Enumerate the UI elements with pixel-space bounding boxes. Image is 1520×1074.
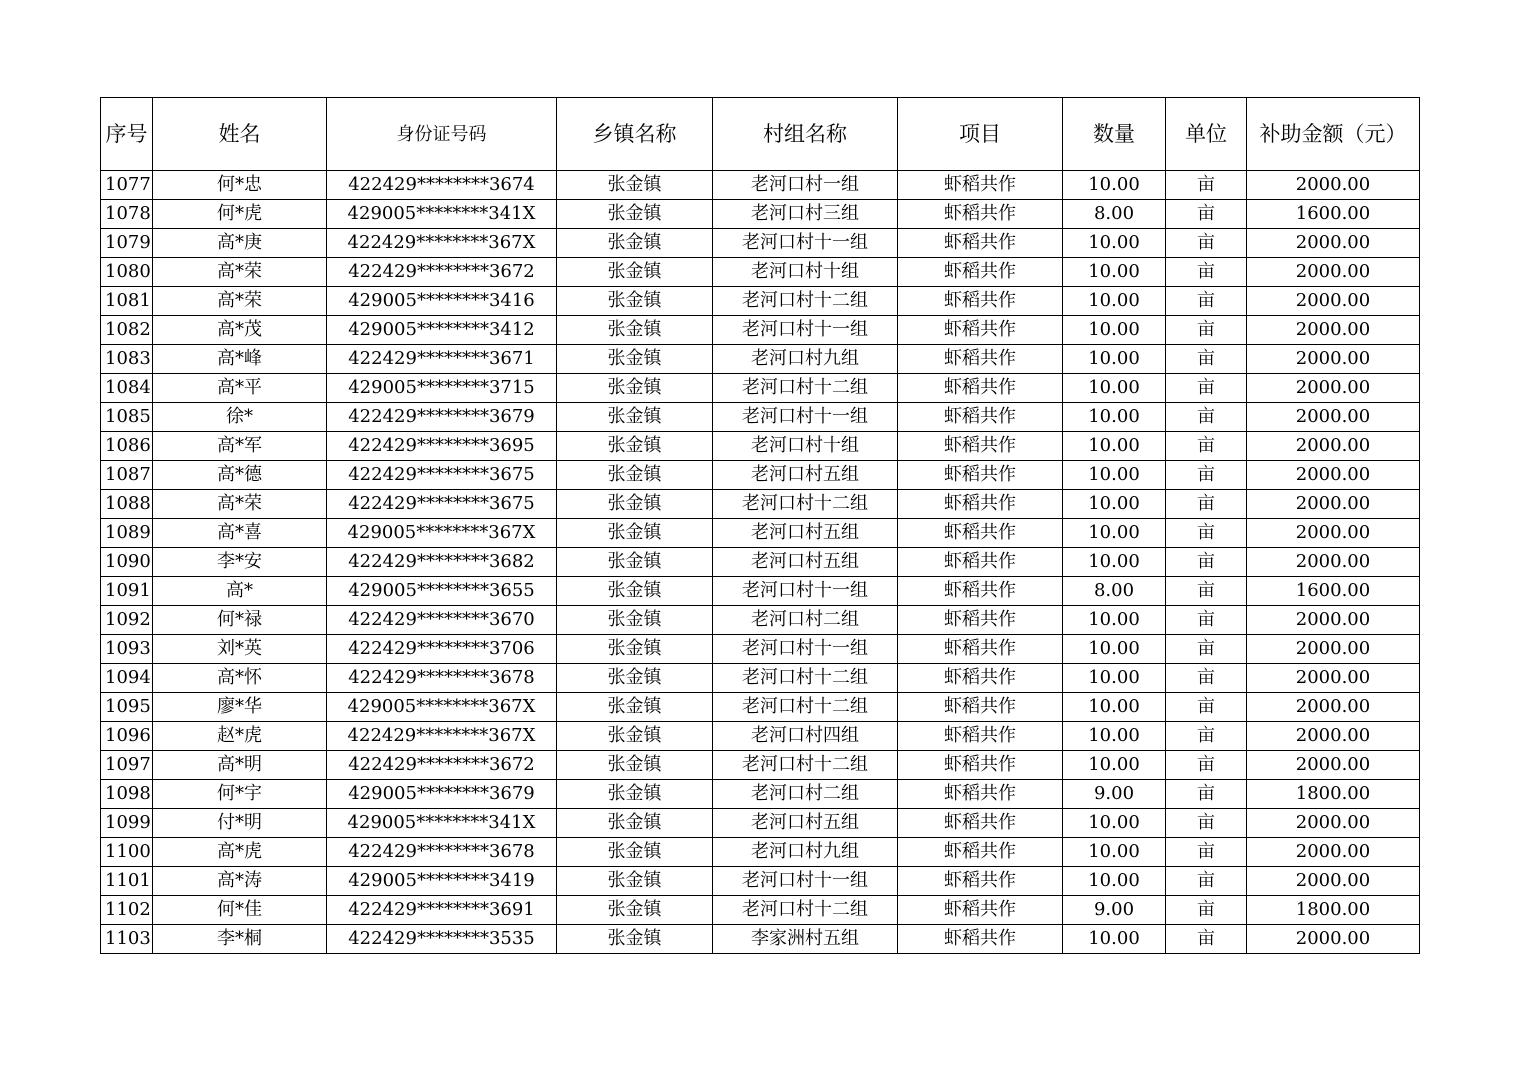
cell-id-number: 422429********3682 [327, 548, 557, 577]
cell-seq: 1101 [101, 867, 153, 896]
cell-name: 赵*虎 [153, 722, 327, 751]
cell-name: 高*虎 [153, 838, 327, 867]
cell-id-number: 422429********367X [327, 229, 557, 258]
cell-town: 张金镇 [557, 200, 713, 229]
cell-village: 老河口村十一组 [713, 316, 898, 345]
cell-seq: 1096 [101, 722, 153, 751]
table-row [101, 345, 1420, 374]
cell-village: 老河口村十二组 [713, 287, 898, 316]
cell-amount: 2000.00 [1247, 432, 1420, 461]
cell-seq: 1080 [101, 258, 153, 287]
cell-amount: 1800.00 [1247, 780, 1420, 809]
cell-project: 虾稻共作 [898, 432, 1063, 461]
cell-name: 何*禄 [153, 606, 327, 635]
cell-project: 虾稻共作 [898, 838, 1063, 867]
cell-name: 高*怀 [153, 664, 327, 693]
cell-project: 虾稻共作 [898, 374, 1063, 403]
cell-seq: 1091 [101, 577, 153, 606]
cell-amount: 2000.00 [1247, 403, 1420, 432]
cell-quantity: 10.00 [1063, 316, 1166, 345]
cell-id-number: 422429********3672 [327, 258, 557, 287]
cell-unit: 亩 [1166, 809, 1247, 838]
cell-unit: 亩 [1166, 519, 1247, 548]
cell-unit: 亩 [1166, 722, 1247, 751]
cell-village: 老河口村一组 [713, 171, 898, 200]
cell-seq: 1092 [101, 606, 153, 635]
cell-project: 虾稻共作 [898, 925, 1063, 954]
cell-id-number: 422429********3675 [327, 490, 557, 519]
table-row [101, 780, 1420, 809]
cell-id-number: 429005********3416 [327, 287, 557, 316]
header-qty: 数量 [1063, 98, 1166, 171]
cell-quantity: 10.00 [1063, 229, 1166, 258]
cell-name: 高*茂 [153, 316, 327, 345]
cell-id-number: 422429********3691 [327, 896, 557, 925]
cell-quantity: 10.00 [1063, 838, 1166, 867]
table-row [101, 374, 1420, 403]
table-row [101, 258, 1420, 287]
cell-seq: 1097 [101, 751, 153, 780]
cell-name: 何*虎 [153, 200, 327, 229]
cell-amount: 2000.00 [1247, 751, 1420, 780]
cell-quantity: 10.00 [1063, 751, 1166, 780]
table-row [101, 577, 1420, 606]
cell-name: 高*荣 [153, 258, 327, 287]
cell-name: 李*桐 [153, 925, 327, 954]
cell-amount: 2000.00 [1247, 548, 1420, 577]
cell-amount: 2000.00 [1247, 722, 1420, 751]
cell-name: 高*庚 [153, 229, 327, 258]
cell-id-number: 429005********3715 [327, 374, 557, 403]
cell-seq: 1078 [101, 200, 153, 229]
cell-name: 高*德 [153, 461, 327, 490]
cell-id-number: 429005********367X [327, 519, 557, 548]
cell-town: 张金镇 [557, 171, 713, 200]
cell-quantity: 10.00 [1063, 287, 1166, 316]
cell-quantity: 10.00 [1063, 809, 1166, 838]
cell-village: 老河口村十组 [713, 258, 898, 287]
cell-seq: 1088 [101, 490, 153, 519]
cell-project: 虾稻共作 [898, 635, 1063, 664]
cell-amount: 2000.00 [1247, 693, 1420, 722]
cell-town: 张金镇 [557, 693, 713, 722]
cell-seq: 1094 [101, 664, 153, 693]
cell-quantity: 8.00 [1063, 577, 1166, 606]
cell-id-number: 422429********3706 [327, 635, 557, 664]
cell-seq: 1087 [101, 461, 153, 490]
cell-unit: 亩 [1166, 751, 1247, 780]
cell-town: 张金镇 [557, 229, 713, 258]
cell-name: 高*平 [153, 374, 327, 403]
table-row [101, 925, 1420, 954]
cell-town: 张金镇 [557, 809, 713, 838]
cell-amount: 2000.00 [1247, 635, 1420, 664]
cell-project: 虾稻共作 [898, 606, 1063, 635]
table-row [101, 316, 1420, 345]
cell-unit: 亩 [1166, 606, 1247, 635]
cell-village: 老河口村十二组 [713, 664, 898, 693]
cell-quantity: 10.00 [1063, 867, 1166, 896]
cell-unit: 亩 [1166, 432, 1247, 461]
cell-quantity: 10.00 [1063, 693, 1166, 722]
cell-amount: 2000.00 [1247, 519, 1420, 548]
cell-unit: 亩 [1166, 925, 1247, 954]
cell-village: 老河口村十二组 [713, 896, 898, 925]
table-row [101, 461, 1420, 490]
cell-town: 张金镇 [557, 722, 713, 751]
cell-name: 李*安 [153, 548, 327, 577]
table-row [101, 490, 1420, 519]
table-row [101, 896, 1420, 925]
cell-seq: 1099 [101, 809, 153, 838]
cell-amount: 2000.00 [1247, 287, 1420, 316]
cell-seq: 1081 [101, 287, 153, 316]
cell-quantity: 10.00 [1063, 432, 1166, 461]
cell-unit: 亩 [1166, 577, 1247, 606]
header-seq: 序号 [101, 98, 153, 171]
cell-seq: 1077 [101, 171, 153, 200]
cell-village: 老河口村四组 [713, 722, 898, 751]
cell-amount: 2000.00 [1247, 925, 1420, 954]
cell-village: 老河口村十组 [713, 432, 898, 461]
cell-town: 张金镇 [557, 258, 713, 287]
cell-project: 虾稻共作 [898, 809, 1063, 838]
cell-project: 虾稻共作 [898, 867, 1063, 896]
table-row [101, 751, 1420, 780]
cell-amount: 1800.00 [1247, 896, 1420, 925]
cell-amount: 1600.00 [1247, 200, 1420, 229]
cell-seq: 1083 [101, 345, 153, 374]
cell-id-number: 422429********3675 [327, 461, 557, 490]
cell-quantity: 10.00 [1063, 258, 1166, 287]
cell-id-number: 429005********341X [327, 200, 557, 229]
cell-id-number: 422429********3672 [327, 751, 557, 780]
cell-amount: 2000.00 [1247, 374, 1420, 403]
cell-unit: 亩 [1166, 229, 1247, 258]
cell-quantity: 9.00 [1063, 896, 1166, 925]
cell-id-number: 429005********341X [327, 809, 557, 838]
cell-id-number: 429005********3419 [327, 867, 557, 896]
cell-project: 虾稻共作 [898, 316, 1063, 345]
cell-village: 老河口村十二组 [713, 751, 898, 780]
cell-village: 李家洲村五组 [713, 925, 898, 954]
cell-seq: 1098 [101, 780, 153, 809]
cell-project: 虾稻共作 [898, 200, 1063, 229]
cell-unit: 亩 [1166, 693, 1247, 722]
cell-amount: 2000.00 [1247, 838, 1420, 867]
cell-town: 张金镇 [557, 751, 713, 780]
cell-village: 老河口村十一组 [713, 867, 898, 896]
cell-town: 张金镇 [557, 664, 713, 693]
cell-seq: 1093 [101, 635, 153, 664]
cell-unit: 亩 [1166, 374, 1247, 403]
cell-town: 张金镇 [557, 548, 713, 577]
table-row [101, 432, 1420, 461]
cell-quantity: 10.00 [1063, 548, 1166, 577]
cell-seq: 1102 [101, 896, 153, 925]
cell-name: 廖*华 [153, 693, 327, 722]
cell-project: 虾稻共作 [898, 490, 1063, 519]
cell-unit: 亩 [1166, 635, 1247, 664]
cell-project: 虾稻共作 [898, 577, 1063, 606]
cell-village: 老河口村十二组 [713, 693, 898, 722]
cell-village: 老河口村十一组 [713, 403, 898, 432]
cell-id-number: 422429********3535 [327, 925, 557, 954]
cell-unit: 亩 [1166, 548, 1247, 577]
cell-village: 老河口村二组 [713, 606, 898, 635]
cell-town: 张金镇 [557, 780, 713, 809]
cell-unit: 亩 [1166, 316, 1247, 345]
cell-town: 张金镇 [557, 606, 713, 635]
cell-id-number: 429005********367X [327, 693, 557, 722]
cell-amount: 2000.00 [1247, 809, 1420, 838]
cell-quantity: 10.00 [1063, 490, 1166, 519]
cell-unit: 亩 [1166, 403, 1247, 432]
cell-village: 老河口村九组 [713, 838, 898, 867]
cell-amount: 2000.00 [1247, 316, 1420, 345]
cell-village: 老河口村十一组 [713, 635, 898, 664]
cell-amount: 2000.00 [1247, 490, 1420, 519]
cell-name: 高*喜 [153, 519, 327, 548]
table-row [101, 229, 1420, 258]
cell-id-number: 422429********367X [327, 722, 557, 751]
cell-seq: 1082 [101, 316, 153, 345]
cell-village: 老河口村十一组 [713, 229, 898, 258]
cell-amount: 2000.00 [1247, 606, 1420, 635]
cell-project: 虾稻共作 [898, 896, 1063, 925]
cell-quantity: 10.00 [1063, 722, 1166, 751]
cell-name: 高*涛 [153, 867, 327, 896]
cell-quantity: 10.00 [1063, 664, 1166, 693]
cell-seq: 1085 [101, 403, 153, 432]
cell-village: 老河口村五组 [713, 548, 898, 577]
cell-seq: 1100 [101, 838, 153, 867]
cell-name: 高*军 [153, 432, 327, 461]
cell-project: 虾稻共作 [898, 751, 1063, 780]
subsidy-table [100, 97, 1420, 954]
cell-name: 徐* [153, 403, 327, 432]
table-row [101, 693, 1420, 722]
cell-project: 虾稻共作 [898, 664, 1063, 693]
cell-town: 张金镇 [557, 838, 713, 867]
cell-village: 老河口村二组 [713, 780, 898, 809]
cell-amount: 2000.00 [1247, 229, 1420, 258]
cell-quantity: 10.00 [1063, 345, 1166, 374]
cell-unit: 亩 [1166, 490, 1247, 519]
cell-project: 虾稻共作 [898, 693, 1063, 722]
table-row [101, 287, 1420, 316]
cell-id-number: 422429********3679 [327, 403, 557, 432]
cell-project: 虾稻共作 [898, 403, 1063, 432]
table-body [101, 171, 1420, 954]
cell-name: 高*荣 [153, 287, 327, 316]
table-header [101, 98, 1420, 171]
cell-quantity: 10.00 [1063, 461, 1166, 490]
cell-unit: 亩 [1166, 345, 1247, 374]
cell-quantity: 10.00 [1063, 925, 1166, 954]
table-row [101, 635, 1420, 664]
cell-project: 虾稻共作 [898, 548, 1063, 577]
cell-town: 张金镇 [557, 490, 713, 519]
cell-town: 张金镇 [557, 519, 713, 548]
cell-quantity: 10.00 [1063, 403, 1166, 432]
header-amount: 补助金额（元） [1247, 98, 1420, 171]
header-id: 身份证号码 [327, 98, 557, 171]
cell-town: 张金镇 [557, 287, 713, 316]
cell-name: 刘*英 [153, 635, 327, 664]
cell-village: 老河口村五组 [713, 809, 898, 838]
cell-project: 虾稻共作 [898, 171, 1063, 200]
cell-unit: 亩 [1166, 287, 1247, 316]
cell-id-number: 429005********3679 [327, 780, 557, 809]
cell-name: 高* [153, 577, 327, 606]
cell-village: 老河口村三组 [713, 200, 898, 229]
table-row [101, 809, 1420, 838]
cell-id-number: 422429********3678 [327, 838, 557, 867]
cell-seq: 1090 [101, 548, 153, 577]
cell-id-number: 422429********3674 [327, 171, 557, 200]
cell-quantity: 10.00 [1063, 635, 1166, 664]
cell-name: 何*宇 [153, 780, 327, 809]
cell-project: 虾稻共作 [898, 287, 1063, 316]
cell-town: 张金镇 [557, 374, 713, 403]
cell-id-number: 429005********3412 [327, 316, 557, 345]
cell-town: 张金镇 [557, 896, 713, 925]
cell-project: 虾稻共作 [898, 461, 1063, 490]
cell-unit: 亩 [1166, 780, 1247, 809]
cell-unit: 亩 [1166, 838, 1247, 867]
cell-project: 虾稻共作 [898, 722, 1063, 751]
table-row [101, 171, 1420, 200]
cell-quantity: 8.00 [1063, 200, 1166, 229]
cell-village: 老河口村十二组 [713, 490, 898, 519]
cell-village: 老河口村五组 [713, 519, 898, 548]
cell-seq: 1095 [101, 693, 153, 722]
cell-village: 老河口村九组 [713, 345, 898, 374]
cell-seq: 1089 [101, 519, 153, 548]
cell-seq: 1084 [101, 374, 153, 403]
cell-town: 张金镇 [557, 345, 713, 374]
cell-unit: 亩 [1166, 896, 1247, 925]
cell-amount: 2000.00 [1247, 171, 1420, 200]
cell-project: 虾稻共作 [898, 258, 1063, 287]
cell-unit: 亩 [1166, 867, 1247, 896]
header-town: 乡镇名称 [557, 98, 713, 171]
table-row [101, 664, 1420, 693]
cell-amount: 1600.00 [1247, 577, 1420, 606]
cell-project: 虾稻共作 [898, 345, 1063, 374]
cell-id-number: 422429********3670 [327, 606, 557, 635]
cell-town: 张金镇 [557, 316, 713, 345]
cell-town: 张金镇 [557, 432, 713, 461]
cell-town: 张金镇 [557, 577, 713, 606]
cell-amount: 2000.00 [1247, 345, 1420, 374]
header-row [101, 98, 1420, 171]
header-project: 项目 [898, 98, 1063, 171]
table-row [101, 838, 1420, 867]
cell-project: 虾稻共作 [898, 780, 1063, 809]
cell-unit: 亩 [1166, 171, 1247, 200]
header-name: 姓名 [153, 98, 327, 171]
cell-name: 何*忠 [153, 171, 327, 200]
table-row [101, 606, 1420, 635]
cell-name: 付*明 [153, 809, 327, 838]
table-row [101, 403, 1420, 432]
table-row [101, 867, 1420, 896]
cell-quantity: 9.00 [1063, 780, 1166, 809]
table-row [101, 519, 1420, 548]
header-village: 村组名称 [713, 98, 898, 171]
cell-id-number: 422429********3695 [327, 432, 557, 461]
cell-amount: 2000.00 [1247, 258, 1420, 287]
cell-unit: 亩 [1166, 461, 1247, 490]
cell-seq: 1079 [101, 229, 153, 258]
cell-amount: 2000.00 [1247, 664, 1420, 693]
cell-village: 老河口村五组 [713, 461, 898, 490]
cell-town: 张金镇 [557, 867, 713, 896]
cell-quantity: 10.00 [1063, 171, 1166, 200]
cell-town: 张金镇 [557, 461, 713, 490]
cell-name: 高*峰 [153, 345, 327, 374]
cell-town: 张金镇 [557, 403, 713, 432]
cell-id-number: 422429********3678 [327, 664, 557, 693]
cell-quantity: 10.00 [1063, 519, 1166, 548]
cell-name: 高*荣 [153, 490, 327, 519]
cell-town: 张金镇 [557, 635, 713, 664]
cell-project: 虾稻共作 [898, 229, 1063, 258]
table-row [101, 722, 1420, 751]
cell-project: 虾稻共作 [898, 519, 1063, 548]
cell-seq: 1086 [101, 432, 153, 461]
cell-unit: 亩 [1166, 664, 1247, 693]
cell-unit: 亩 [1166, 258, 1247, 287]
cell-id-number: 422429********3671 [327, 345, 557, 374]
cell-village: 老河口村十二组 [713, 374, 898, 403]
cell-amount: 2000.00 [1247, 867, 1420, 896]
cell-quantity: 10.00 [1063, 374, 1166, 403]
cell-name: 何*佳 [153, 896, 327, 925]
cell-id-number: 429005********3655 [327, 577, 557, 606]
table-row [101, 200, 1420, 229]
header-unit: 单位 [1166, 98, 1247, 171]
table-row [101, 548, 1420, 577]
cell-unit: 亩 [1166, 200, 1247, 229]
cell-town: 张金镇 [557, 925, 713, 954]
cell-village: 老河口村十一组 [713, 577, 898, 606]
cell-name: 高*明 [153, 751, 327, 780]
cell-quantity: 10.00 [1063, 606, 1166, 635]
cell-amount: 2000.00 [1247, 461, 1420, 490]
cell-seq: 1103 [101, 925, 153, 954]
